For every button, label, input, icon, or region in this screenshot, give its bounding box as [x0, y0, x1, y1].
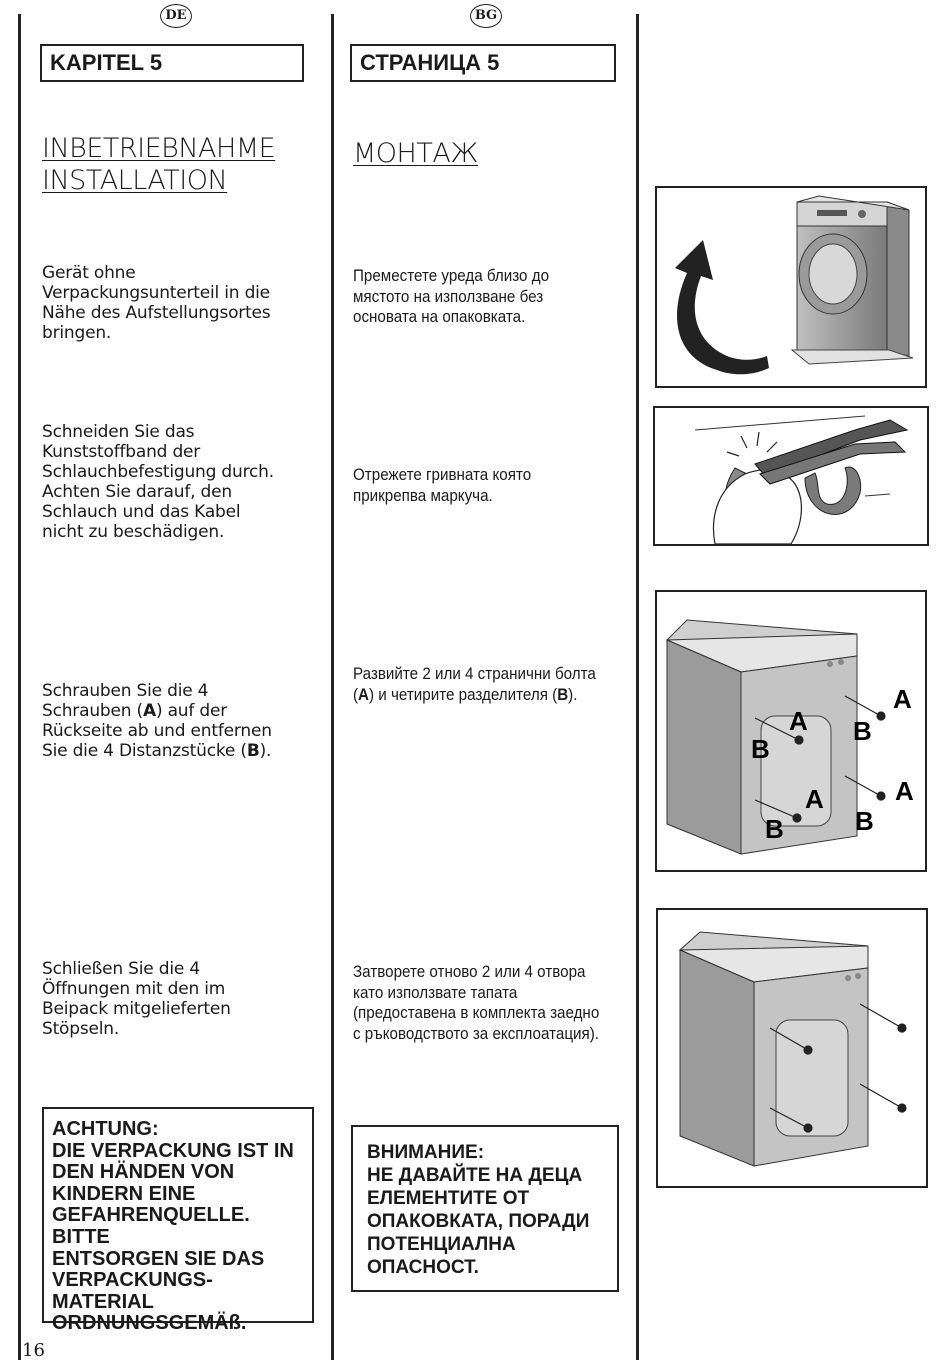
text-line: Schlauch und das Kabel [42, 502, 241, 522]
text-line: Rückseite ab und entfernen [42, 721, 272, 741]
text-line: Stöpseln. [42, 1019, 120, 1039]
text-line: (предоставена в комплекта заедно [353, 1004, 600, 1022]
step2-text-bg [353, 465, 606, 506]
label-a: A [895, 776, 914, 806]
text-line: Schrauben Sie die 4 [42, 681, 209, 701]
warning-line: ВНИМАНИЕ: [367, 1142, 485, 1163]
text-part: Schrauben ( [42, 701, 143, 721]
section-heading-de [42, 133, 275, 197]
chapter-title-de: KAPITEL 5 [40, 44, 304, 82]
warning-line: KINDERN EINE [52, 1182, 196, 1205]
label-b: B [855, 806, 874, 836]
pliers-icon [755, 420, 907, 484]
text-line [42, 701, 317, 721]
text-line: с ръководството за експлоатация). [353, 1024, 599, 1043]
warning-line: VERPACKUNGS- [52, 1269, 213, 1292]
text-line: като използвате тапата [353, 983, 518, 1002]
step2-text-de [42, 422, 317, 542]
figure-close-holes [656, 908, 928, 1188]
warning-line: ПОТЕНЦИАЛНА [367, 1234, 516, 1255]
text-line: мястото на използване без [353, 287, 544, 306]
text-line: bringen. [42, 323, 112, 343]
text-part: ) auf der [155, 701, 227, 721]
text-line: Затворете отново 2 или 4 отвора [353, 963, 586, 981]
text-line: Achten Sie darauf, den [42, 482, 232, 502]
label-b: B [765, 814, 784, 844]
text-line: Schlauchbefestigung durch. [42, 462, 274, 482]
step4-text-bg [353, 962, 606, 1044]
step1-text-bg [353, 266, 606, 328]
text-line: Nähe des Aufstellungsortes [42, 303, 271, 323]
text-line: Kunststoffband der [42, 442, 201, 462]
text-part: ) и четирите разделителя ( [369, 685, 558, 704]
spark-icon [727, 432, 777, 456]
label-b-inline: B [557, 685, 569, 704]
text-line: Verpackungsunterteil in die [42, 283, 270, 303]
text-line [353, 685, 606, 706]
warning-line: НЕ ДАВАЙТЕ НА ДЕЦА [367, 1165, 583, 1186]
warning-box-de [42, 1107, 314, 1335]
label-b: B [751, 734, 770, 764]
step4-text-de [42, 959, 317, 1039]
machine-back-icon [680, 932, 868, 1166]
label-a-inline: A [358, 685, 370, 704]
text-line: Преместете уреда близо до [353, 267, 550, 285]
warning-line: ACHTUNG: [52, 1118, 159, 1140]
text-line: Öffnungen mit den im [42, 979, 226, 999]
warning-line: DIE VERPACKUNG IST IN [52, 1139, 294, 1162]
column-divider-left [18, 14, 21, 1360]
text-line: Beipack mitgelieferten [42, 999, 231, 1019]
warning-box-bg [351, 1125, 619, 1292]
text-part: Sie die 4 Distanzstücke ( [42, 741, 247, 761]
figure-move-appliance [655, 186, 927, 388]
text-line: прикрепва маркуча. [353, 486, 493, 505]
label-b: B [853, 716, 872, 746]
step3-text-de [42, 681, 317, 761]
label-a-inline: A [142, 701, 156, 721]
text-part: ). [568, 685, 578, 704]
hand-icon [714, 470, 802, 544]
section-heading-bg: МОНТАЖ [353, 138, 478, 169]
label-a: A [789, 706, 808, 736]
page-number: 16 [22, 1340, 45, 1361]
warning-line: ЕЛЕМЕНТИТЕ ОТ [367, 1188, 530, 1209]
warning-line: MATERIAL [52, 1290, 154, 1313]
warning-line: GEFAHRENQUELLE. BITTE [52, 1204, 250, 1248]
text-part: ). [259, 741, 272, 761]
washing-machine-icon [792, 196, 913, 364]
text-line: основата на опаковката. [353, 308, 526, 326]
column-divider-right [636, 14, 639, 1360]
figure-cut-strap [653, 406, 929, 546]
warning-line: ENTSORGEN SIE DAS [52, 1247, 265, 1270]
text-line: Schneiden Sie das [42, 422, 195, 442]
language-badge-bg: BG [470, 4, 502, 28]
chapter-title-bg: СТРАНИЦА 5 [350, 44, 616, 82]
label-a: A [893, 684, 912, 714]
text-line: Развийте 2 или 4 странични болта [353, 665, 596, 683]
text-line: Schließen Sie die 4 [42, 959, 200, 979]
label-b-inline: B [246, 741, 260, 761]
warning-line: ОПАКОВКАТА, ПОРАДИ [367, 1211, 590, 1232]
warning-line: ОПАСНОСТ. [367, 1257, 479, 1278]
column-divider-middle [331, 14, 334, 1360]
figure-remove-bolts [655, 590, 927, 872]
language-badge-de: DE [160, 4, 192, 28]
step1-text-de [42, 263, 317, 343]
text-part: ( [353, 685, 359, 704]
text-line: nicht zu beschädigen. [42, 522, 225, 542]
section-heading-de-line2: INSTALLATION [42, 165, 228, 196]
text-line [42, 741, 317, 761]
curved-arrow-icon [675, 240, 769, 374]
text-line: Отрежете гривната която [353, 466, 532, 484]
section-heading-de-line1: INBETRIEBNAHME [42, 133, 276, 164]
warning-line: ORDNUNGSGEMÄß. [52, 1312, 247, 1335]
text-line: Gerät ohne [42, 263, 136, 283]
step3-text-bg [353, 664, 606, 705]
label-a: A [805, 784, 824, 814]
warning-line: DEN HÄNDEN VON [52, 1161, 235, 1184]
